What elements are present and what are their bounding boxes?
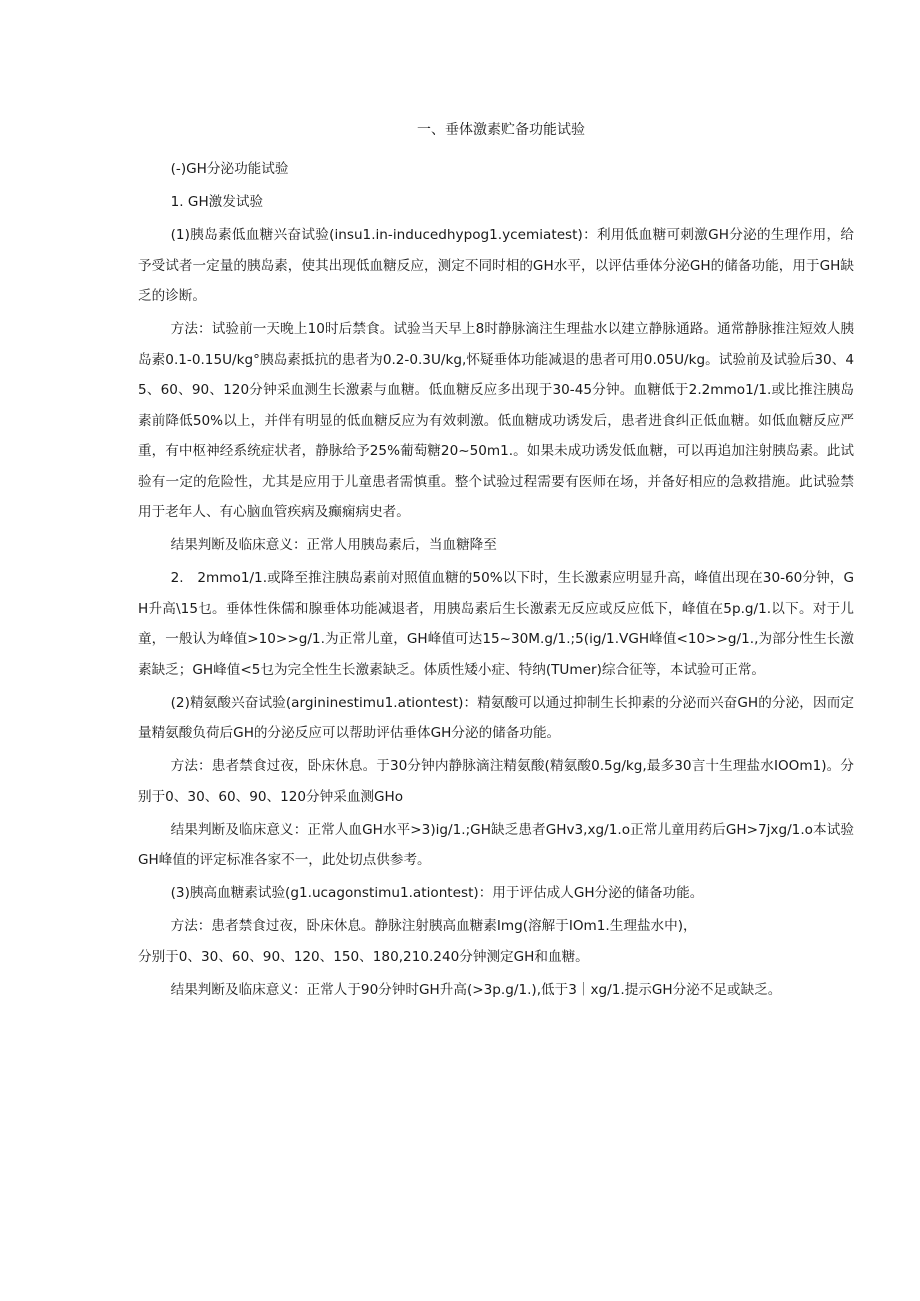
- paragraph-arginine-method: 方法：患者禁食过夜，卧床休息。于30分钟内静脉滴注精氨酸(精氨酸0.5g∕kg,最多30言十生理盐水IOOm1)。分别于0、30、60、90、120分钟采血测GHo: [138, 758, 854, 805]
- document-body: [138, 118, 854, 1008]
- paragraph-insulin-result: 2. 2mmo1∕1.或降至推注胰岛素前对照值血糖的50%以下时，生长激素应明显升高，峰值出现在30-60分钟，GH升高\15乜。垂体性侏儒和腺垂体功能减退者，用胰岛素后生长激素无反应或反应低下，峰值在5p.g∕1.以下。对于儿童，一般认为峰值>10>>g∕1.为正常儿童，GH峰值可达15~30M.g∕1.;5(ig∕1.VGH峰值<10>>g∕1.,为部分性生长激素缺乏；GH峰值<5乜为完全性生长激素缺乏。体质性矮小症、特纳(TUmer)综合征等，本试验可正常。: [138, 570, 854, 678]
- paragraph-glucagon-method-cont: 分别于0、30、60、90、120、150、180,210.240分钟测定GH和血糖。: [138, 948, 589, 965]
- paragraph-glucagon-test: (3)胰高血糖素试验(g1.ucagonstimu1.ationtest)：用于评估成人GH分泌的储备功能。: [170, 885, 704, 901]
- paragraph-insulin-result-intro: 结果判断及临床意义：正常人用胰岛素后，当血糖降至: [170, 537, 497, 553]
- paragraph-glucagon-result: 结果判断及临床意义：正常人于90分钟时GH升高(>3p.g∕1.),低于3｜xg∕1.提示GH分泌不足或缺乏。: [170, 981, 782, 998]
- paragraph-glucagon-method: 方法：患者禁食过夜，卧床休息。静脉注射胰高血糖素Img(溶解于IOm1.生理盐水中)，: [170, 918, 697, 934]
- section-title: 一、垂体激素贮备功能试验: [417, 122, 585, 138]
- subsection-heading-gh-stimulation: 1. GH激发试验: [170, 194, 264, 210]
- paragraph-insulin-method: 方法：试验前一天晚上10时后禁食。试验当天早上8时静脉滴注生理盐水以建立静脉通路。通常静脉推注短效人胰岛素0.1-0.15U∕kg°胰岛素抵抗的患者为0.2-0.3U∕kg,怀疑垂体功能减退的患者可用0.05U∕kg。试验前及试验后30、45、60、90、120分钟采血测生长激素与血糖。低血糖反应多出现于30-45分钟。血糖低于2.2mmo1∕1.或比推注胰岛素前降低50%以上，并伴有明显的低血糖反应为有效刺激。低血糖成功诱发后，患者进食纠正低血糖。如低血糖反应严重，有中枢神经系统症状者，静脉给予25%葡萄糖20~50m1.。如果未成功诱发低血糖，可以再追加注射胰岛素。此试验有一定的危险性，尤其是应用于儿童患者需慎重。整个试验过程需要有医师在场，并备好相应的急救措施。此试验禁用于老年人、有心脑血管疾病及癫痫病史者。: [138, 321, 854, 520]
- paragraph-arginine-result: 结果判断及临床意义：正常人血GH水平>3)ig∕1.;GH缺乏患者GHv3,xg∕1.o正常儿童用药后GH>7jxg∕1.o本试验GH峰值的评定标准各家不一，此处切点供参考。: [138, 821, 854, 868]
- paragraph-arginine-test: (2)精氨酸兴奋试验(argininestimu1.ationtest)：精氨酸可以通过抑制生长抑素的分泌而兴奋GH的分泌，因而定量精氨酸负荷后GH的分泌反应可以帮助评估垂体GH分泌的储备功能。: [138, 694, 854, 741]
- subsection-heading-gh: (-)GH分泌功能试验: [170, 161, 289, 177]
- paragraph-insulin-test: (1)胰岛素低血糖兴奋试验(insu1.in-inducedhypog1.ycemiatest)：利用低血糖可刺激GH分泌的生理作用，给予受试者一定量的胰岛素，使其出现低血糖反应，测定不同时相的GH水平，以评估垂体分泌GH的储备功能，用于GH缺乏的诊断。: [138, 227, 854, 304]
